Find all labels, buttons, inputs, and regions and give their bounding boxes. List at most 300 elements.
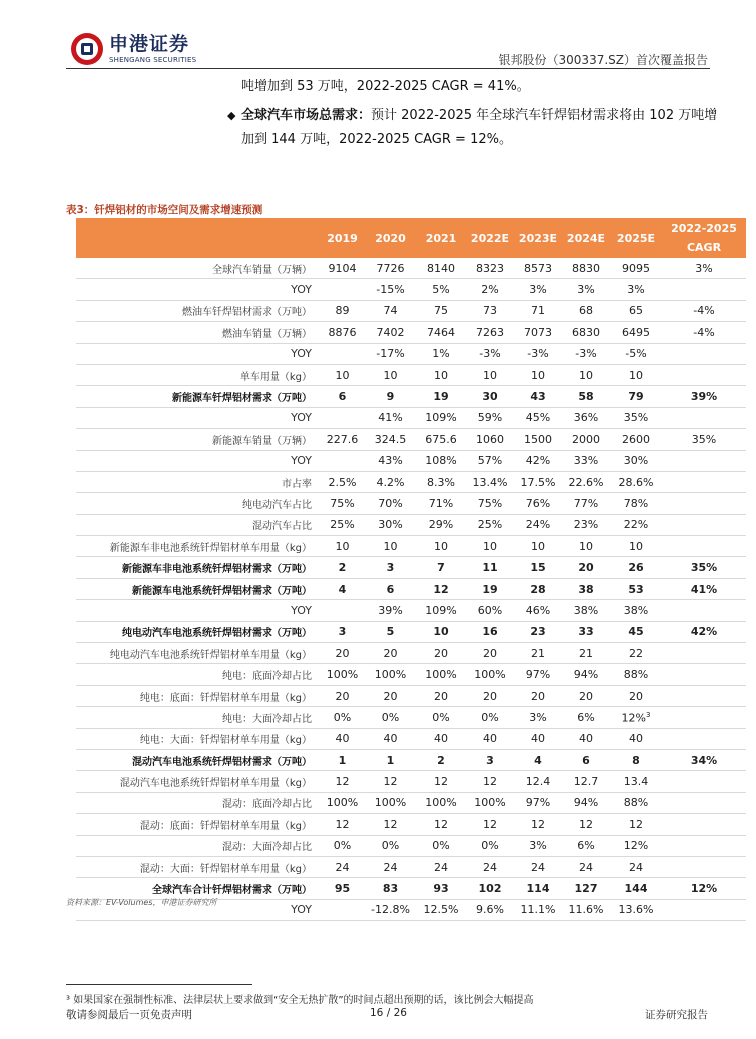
value-cell: 83 bbox=[365, 878, 416, 899]
value-cell: 75% bbox=[466, 493, 514, 514]
row-label: 混动：大面冷却占比 bbox=[76, 835, 320, 856]
table-row bbox=[76, 643, 746, 664]
value-cell: 65 bbox=[610, 300, 662, 321]
value-cell: 39% bbox=[365, 600, 416, 621]
cagr-cell: 34% bbox=[662, 749, 746, 770]
value-cell: 20 bbox=[320, 685, 365, 706]
value-cell: 94% bbox=[562, 664, 610, 685]
value-cell: 15 bbox=[514, 557, 562, 578]
brand-logo-icon bbox=[70, 32, 104, 66]
value-cell: 675.6 bbox=[416, 429, 466, 450]
value-cell: 1% bbox=[416, 343, 466, 364]
brand-name-cn: 申港证券 bbox=[109, 32, 190, 55]
cagr-cell bbox=[662, 471, 746, 492]
row-label: 纯电：底面：钎焊铝材单车用量（kg） bbox=[76, 685, 320, 706]
cagr-cell bbox=[662, 364, 746, 385]
cagr-cell bbox=[662, 814, 746, 835]
brand-name-en: SHENGANG SECURITIES bbox=[109, 55, 197, 64]
value-cell: 36% bbox=[562, 407, 610, 428]
value-cell: 22% bbox=[610, 514, 662, 535]
row-label: 纯电：大面：钎焊铝材单车用量（kg） bbox=[76, 728, 320, 749]
value-cell: 45% bbox=[514, 407, 562, 428]
value-cell: 6 bbox=[562, 749, 610, 770]
value-cell: 59% bbox=[466, 407, 514, 428]
value-cell: 16 bbox=[466, 621, 514, 642]
value-cell: 94% bbox=[562, 792, 610, 813]
row-label: 燃油车销量（万辆） bbox=[76, 322, 320, 343]
cagr-cell bbox=[662, 856, 746, 877]
table-header-cell bbox=[76, 218, 320, 258]
value-cell: 38% bbox=[610, 600, 662, 621]
value-cell: 1 bbox=[320, 749, 365, 770]
value-cell: 40 bbox=[514, 728, 562, 749]
value-cell: 20 bbox=[514, 685, 562, 706]
value-cell: 12.5% bbox=[416, 899, 466, 920]
value-cell: 35% bbox=[610, 407, 662, 428]
value-cell: 6495 bbox=[610, 322, 662, 343]
row-label: 新能源车电池系统钎焊铝材需求（万吨） bbox=[76, 578, 320, 599]
value-cell: 100% bbox=[320, 664, 365, 685]
footnote: ³ 如果国家在强制性标准、法律层状上要求做到“安全无热扩散”的时间点超出预期的话，该比例会大幅提高 bbox=[66, 995, 534, 1006]
row-label: 纯电动汽车占比 bbox=[76, 493, 320, 514]
cagr-cell bbox=[662, 536, 746, 557]
table-row bbox=[76, 493, 746, 514]
value-cell: 24 bbox=[466, 856, 514, 877]
table-title: 表3：钎焊铝材的市场空间及需求增速预测 bbox=[66, 204, 263, 216]
table-body bbox=[76, 258, 746, 921]
table-row bbox=[76, 258, 746, 279]
value-cell: 76% bbox=[514, 493, 562, 514]
table-row bbox=[76, 856, 746, 877]
cagr-cell: 35% bbox=[662, 429, 746, 450]
value-cell: 19 bbox=[416, 386, 466, 407]
value-cell: 6830 bbox=[562, 322, 610, 343]
value-cell bbox=[320, 450, 365, 471]
value-cell: 8876 bbox=[320, 322, 365, 343]
value-cell: 40 bbox=[562, 728, 610, 749]
value-cell: 11.6% bbox=[562, 899, 610, 920]
value-cell: 40 bbox=[466, 728, 514, 749]
value-cell: 7464 bbox=[416, 322, 466, 343]
value-cell: 109% bbox=[416, 600, 466, 621]
value-cell: 9 bbox=[365, 386, 416, 407]
cagr-cell: 41% bbox=[662, 578, 746, 599]
value-cell: 97% bbox=[514, 792, 562, 813]
value-cell: 20 bbox=[365, 685, 416, 706]
row-label: 燃油车钎焊铝材需求（万吨） bbox=[76, 300, 320, 321]
row-label: 新能源车钎焊铝材需求（万吨） bbox=[76, 386, 320, 407]
value-cell: 100% bbox=[416, 664, 466, 685]
value-cell: 97% bbox=[514, 664, 562, 685]
row-label: 新能源车非电池系统钎焊铝材单车用量（kg） bbox=[76, 536, 320, 557]
value-cell: 100% bbox=[416, 792, 466, 813]
table-row bbox=[76, 536, 746, 557]
value-cell: 58 bbox=[562, 386, 610, 407]
value-cell bbox=[320, 600, 365, 621]
table-row bbox=[76, 450, 746, 471]
footnote-divider bbox=[66, 984, 252, 985]
value-cell: 109% bbox=[416, 407, 466, 428]
value-cell: 8140 bbox=[416, 258, 466, 279]
value-cell: 12 bbox=[466, 814, 514, 835]
value-cell: 12 bbox=[610, 814, 662, 835]
cagr-cell bbox=[662, 728, 746, 749]
value-cell: 144 bbox=[610, 878, 662, 899]
cagr-cell bbox=[662, 792, 746, 813]
value-cell: 12 bbox=[365, 814, 416, 835]
value-cell: 8573 bbox=[514, 258, 562, 279]
value-cell: 11 bbox=[466, 557, 514, 578]
paragraph-global-demand bbox=[227, 104, 721, 152]
cagr-cell bbox=[662, 450, 746, 471]
value-cell: 100% bbox=[466, 792, 514, 813]
table-row bbox=[76, 771, 746, 792]
value-cell: 79 bbox=[610, 386, 662, 407]
value-cell: 2000 bbox=[562, 429, 610, 450]
cagr-cell bbox=[662, 685, 746, 706]
table-header-cell: 2019 bbox=[320, 218, 365, 258]
value-cell: -3% bbox=[466, 343, 514, 364]
value-cell: 0% bbox=[320, 835, 365, 856]
value-cell: 41% bbox=[365, 407, 416, 428]
table-header-cell: 2021 bbox=[416, 218, 466, 258]
table-row bbox=[76, 514, 746, 535]
row-label: 混动汽车电池系统钎焊铝材需求（万吨） bbox=[76, 749, 320, 770]
table-row bbox=[76, 343, 746, 364]
value-cell: -5% bbox=[610, 343, 662, 364]
table-header-cagr: 2022-2025 CAGR bbox=[662, 218, 746, 258]
value-cell: 30 bbox=[466, 386, 514, 407]
value-cell: 4 bbox=[320, 578, 365, 599]
value-cell: 9.6% bbox=[466, 899, 514, 920]
value-cell: 42% bbox=[514, 450, 562, 471]
row-label: 全球汽车销量（万辆） bbox=[76, 258, 320, 279]
value-cell: 4.2% bbox=[365, 471, 416, 492]
value-cell: 12 bbox=[320, 771, 365, 792]
footnote-marker: 3 bbox=[645, 710, 651, 719]
value-cell: 1 bbox=[365, 749, 416, 770]
report-title: 银邦股份（300337.SZ）首次覆盖报告 bbox=[498, 53, 708, 67]
value-cell: 21 bbox=[514, 643, 562, 664]
value-cell: -3% bbox=[514, 343, 562, 364]
value-cell: 100% bbox=[466, 664, 514, 685]
value-cell: 20 bbox=[466, 643, 514, 664]
value-cell: 23% bbox=[562, 514, 610, 535]
value-cell: -17% bbox=[365, 343, 416, 364]
value-cell: 324.5 bbox=[365, 429, 416, 450]
value-cell: 22.6% bbox=[562, 471, 610, 492]
value-cell: 28.6% bbox=[610, 471, 662, 492]
value-cell: 3 bbox=[365, 557, 416, 578]
value-cell: 2 bbox=[320, 557, 365, 578]
value-cell: 8 bbox=[610, 749, 662, 770]
table-row bbox=[76, 600, 746, 621]
table-row bbox=[76, 621, 746, 642]
value-cell: 22 bbox=[610, 643, 662, 664]
value-cell: 25% bbox=[466, 514, 514, 535]
value-cell: 7073 bbox=[514, 322, 562, 343]
value-cell: 12 bbox=[562, 814, 610, 835]
value-cell: 93 bbox=[416, 878, 466, 899]
paragraph-body: 预计 2022-2025 年全球汽车钎焊铝材需求将由 102 万吨增加到 144 万吨，2022-2025 CAGR = 12%。 bbox=[241, 108, 718, 147]
value-cell: 12% bbox=[610, 835, 662, 856]
value-cell: 0% bbox=[320, 707, 365, 728]
value-cell: 100% bbox=[320, 792, 365, 813]
table-header-cell: 2020 bbox=[365, 218, 416, 258]
value-cell: 2% bbox=[466, 279, 514, 300]
value-cell: 74 bbox=[365, 300, 416, 321]
table-row bbox=[76, 878, 746, 899]
row-label: YOY bbox=[76, 600, 320, 621]
table-header-row bbox=[76, 218, 746, 258]
value-cell: 88% bbox=[610, 792, 662, 813]
table-row bbox=[76, 749, 746, 770]
value-cell: 6% bbox=[562, 835, 610, 856]
value-cell: 40 bbox=[320, 728, 365, 749]
cagr-cell: 42% bbox=[662, 621, 746, 642]
cagr-cell: 35% bbox=[662, 557, 746, 578]
row-label: YOY bbox=[76, 899, 320, 920]
value-cell: 8323 bbox=[466, 258, 514, 279]
table-source: 资料来源：EV-Volumes，申港证券研究所 bbox=[66, 898, 217, 907]
value-cell: 13.6% bbox=[610, 899, 662, 920]
value-cell: 2.5% bbox=[320, 471, 365, 492]
value-cell: 1500 bbox=[514, 429, 562, 450]
row-label: YOY bbox=[76, 279, 320, 300]
value-cell: 4 bbox=[514, 749, 562, 770]
table-row bbox=[76, 300, 746, 321]
value-cell: 6 bbox=[320, 386, 365, 407]
value-cell: 0% bbox=[365, 835, 416, 856]
value-cell: 28 bbox=[514, 578, 562, 599]
value-cell: 33% bbox=[562, 450, 610, 471]
value-cell: -12.8% bbox=[365, 899, 416, 920]
table-row bbox=[76, 835, 746, 856]
value-cell: 57% bbox=[466, 450, 514, 471]
table-header-cell: 2025E bbox=[610, 218, 662, 258]
value-cell: 7402 bbox=[365, 322, 416, 343]
value-cell: 38 bbox=[562, 578, 610, 599]
row-label: 单车用量（kg） bbox=[76, 364, 320, 385]
value-cell: 20 bbox=[562, 685, 610, 706]
cagr-cell: -4% bbox=[662, 300, 746, 321]
table-row bbox=[76, 664, 746, 685]
table-header-cell: 2023E bbox=[514, 218, 562, 258]
value-cell: 13.4 bbox=[610, 771, 662, 792]
value-cell: 10 bbox=[562, 536, 610, 557]
value-cell: 12 bbox=[416, 814, 466, 835]
value-cell: 8830 bbox=[562, 258, 610, 279]
value-cell: 0% bbox=[416, 835, 466, 856]
value-cell: 2 bbox=[416, 749, 466, 770]
value-cell: 5 bbox=[365, 621, 416, 642]
value-cell: 40 bbox=[365, 728, 416, 749]
page-number: 16 / 26 bbox=[370, 1007, 407, 1019]
value-text: 12% bbox=[621, 711, 646, 725]
value-cell: 12 bbox=[514, 814, 562, 835]
value-cell: 75% bbox=[320, 493, 365, 514]
forecast-table bbox=[76, 218, 746, 921]
bullet-icon: ◆ bbox=[227, 109, 236, 122]
value-cell: 10 bbox=[610, 536, 662, 557]
paragraph-lead: 全球汽车市场总需求： bbox=[241, 108, 372, 123]
row-label: 混动：大面：钎焊铝材单车用量（kg） bbox=[76, 856, 320, 877]
row-label: 混动汽车占比 bbox=[76, 514, 320, 535]
value-cell: 24 bbox=[365, 856, 416, 877]
value-cell: 10 bbox=[416, 536, 466, 557]
value-cell: 24 bbox=[416, 856, 466, 877]
value-cell bbox=[320, 899, 365, 920]
value-cell: -3% bbox=[562, 343, 610, 364]
value-cell: 5% bbox=[416, 279, 466, 300]
table-header-cell: 2022E bbox=[466, 218, 514, 258]
value-cell: 20 bbox=[320, 643, 365, 664]
table-header-cell: 2024E bbox=[562, 218, 610, 258]
value-cell: 8.3% bbox=[416, 471, 466, 492]
value-cell: 10 bbox=[466, 364, 514, 385]
table-row bbox=[76, 386, 746, 407]
footer-disclaimer: 敬请参阅最后一页免责声明 bbox=[66, 1009, 192, 1021]
value-cell: 10 bbox=[514, 536, 562, 557]
value-cell: 7 bbox=[416, 557, 466, 578]
value-cell: 3% bbox=[514, 279, 562, 300]
value-cell: 20 bbox=[416, 685, 466, 706]
value-cell: 11.1% bbox=[514, 899, 562, 920]
cagr-cell bbox=[662, 343, 746, 364]
value-cell: 0% bbox=[466, 707, 514, 728]
table-row bbox=[76, 279, 746, 300]
header-divider bbox=[66, 68, 710, 69]
value-cell: 10 bbox=[365, 536, 416, 557]
table-row bbox=[76, 557, 746, 578]
brand-logo bbox=[70, 32, 196, 66]
value-cell: 30% bbox=[610, 450, 662, 471]
value-cell: 3% bbox=[610, 279, 662, 300]
cagr-cell bbox=[662, 664, 746, 685]
value-cell: 40 bbox=[610, 728, 662, 749]
value-cell: 10 bbox=[514, 364, 562, 385]
value-cell: 12 bbox=[416, 771, 466, 792]
value-cell: 23 bbox=[514, 621, 562, 642]
value-cell: 68 bbox=[562, 300, 610, 321]
value-cell: 24% bbox=[514, 514, 562, 535]
cagr-cell bbox=[662, 707, 746, 728]
value-cell: 3% bbox=[514, 835, 562, 856]
value-cell: 12 bbox=[466, 771, 514, 792]
value-cell: 12.4 bbox=[514, 771, 562, 792]
value-cell: 38% bbox=[562, 600, 610, 621]
value-cell: 75 bbox=[416, 300, 466, 321]
value-cell: 3% bbox=[514, 707, 562, 728]
cagr-cell: 12% bbox=[662, 878, 746, 899]
value-cell: 89 bbox=[320, 300, 365, 321]
value-cell: 114 bbox=[514, 878, 562, 899]
value-cell: 71% bbox=[416, 493, 466, 514]
value-cell: 3 bbox=[320, 621, 365, 642]
value-cell: 102 bbox=[466, 878, 514, 899]
value-cell: 40 bbox=[416, 728, 466, 749]
value-cell: 0% bbox=[466, 835, 514, 856]
value-cell: 43% bbox=[365, 450, 416, 471]
value-cell: 20 bbox=[466, 685, 514, 706]
cagr-cell bbox=[662, 643, 746, 664]
value-cell bbox=[320, 407, 365, 428]
value-cell: 60% bbox=[466, 600, 514, 621]
cagr-cell bbox=[662, 600, 746, 621]
row-label: 纯电：大面冷却占比 bbox=[76, 707, 320, 728]
value-cell: 6% bbox=[562, 707, 610, 728]
value-cell: 0% bbox=[416, 707, 466, 728]
value-cell: 88% bbox=[610, 664, 662, 685]
value-cell: 9095 bbox=[610, 258, 662, 279]
value-cell: 17.5% bbox=[514, 471, 562, 492]
value-cell: 53 bbox=[610, 578, 662, 599]
cagr-cell bbox=[662, 514, 746, 535]
cagr-cell bbox=[662, 279, 746, 300]
row-label: 全球汽车合计钎焊铝材需求（万吨） bbox=[76, 878, 320, 899]
value-cell: 45 bbox=[610, 621, 662, 642]
table-row bbox=[76, 322, 746, 343]
value-cell: 20 bbox=[610, 685, 662, 706]
value-cell: 71 bbox=[514, 300, 562, 321]
value-cell: 20 bbox=[562, 557, 610, 578]
value-cell: 19 bbox=[466, 578, 514, 599]
cagr-cell bbox=[662, 835, 746, 856]
row-label: 混动汽车电池系统钎焊铝材单车用量（kg） bbox=[76, 771, 320, 792]
row-label: 新能源车销量（万辆） bbox=[76, 429, 320, 450]
value-cell: 10 bbox=[416, 621, 466, 642]
value-cell: 24 bbox=[514, 856, 562, 877]
paragraph-continuation: 吨增加到 53 万吨，2022-2025 CAGR = 41%。 bbox=[241, 79, 530, 94]
value-cell bbox=[320, 343, 365, 364]
value-cell: 1060 bbox=[466, 429, 514, 450]
value-cell: 12 bbox=[320, 814, 365, 835]
value-cell: 43 bbox=[514, 386, 562, 407]
row-label: YOY bbox=[76, 450, 320, 471]
value-cell: 24 bbox=[610, 856, 662, 877]
table-row bbox=[76, 728, 746, 749]
value-cell: 70% bbox=[365, 493, 416, 514]
row-label: 混动：底面：钎焊铝材单车用量（kg） bbox=[76, 814, 320, 835]
value-cell: 95 bbox=[320, 878, 365, 899]
value-cell: 24 bbox=[320, 856, 365, 877]
value-cell: 227.6 bbox=[320, 429, 365, 450]
table-row bbox=[76, 792, 746, 813]
value-cell: 100% bbox=[365, 792, 416, 813]
value-cell: 10 bbox=[466, 536, 514, 557]
value-cell bbox=[320, 279, 365, 300]
value-cell: 13.4% bbox=[466, 471, 514, 492]
value-cell: 24 bbox=[562, 856, 610, 877]
table-row bbox=[76, 364, 746, 385]
table-row bbox=[76, 707, 746, 728]
value-cell: 25% bbox=[320, 514, 365, 535]
value-cell: 10 bbox=[320, 364, 365, 385]
value-cell: 26 bbox=[610, 557, 662, 578]
value-cell: -15% bbox=[365, 279, 416, 300]
value-cell: 20 bbox=[365, 643, 416, 664]
cagr-cell bbox=[662, 407, 746, 428]
value-cell: 77% bbox=[562, 493, 610, 514]
value-cell: 20 bbox=[416, 643, 466, 664]
value-cell: 29% bbox=[416, 514, 466, 535]
row-label: 市占率 bbox=[76, 471, 320, 492]
value-cell: 10 bbox=[416, 364, 466, 385]
value-cell: 10 bbox=[562, 364, 610, 385]
value-cell: 3% bbox=[562, 279, 610, 300]
row-label: 纯电动汽车电池系统钎焊铝材单车用量（kg） bbox=[76, 643, 320, 664]
table-row bbox=[76, 407, 746, 428]
